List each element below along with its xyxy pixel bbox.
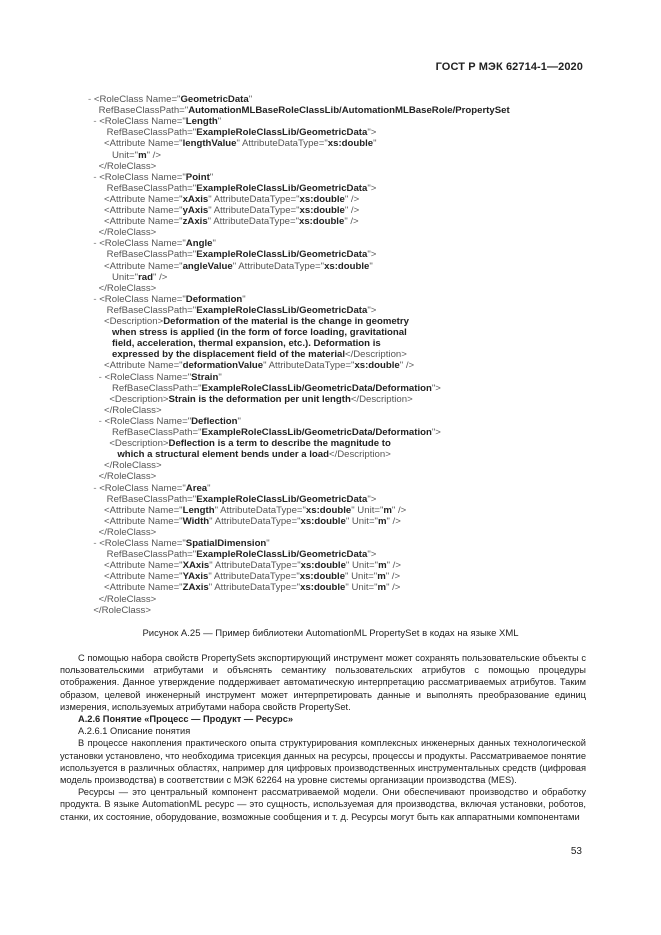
code-value: Width <box>182 515 210 527</box>
code-value: ExampleRoleClassLib/GeometricData <box>196 127 368 139</box>
code-markup: " <box>369 260 373 272</box>
code-markup: " /> <box>386 515 401 527</box>
code-line <box>88 383 441 394</box>
code-markup: Unit=" <box>88 271 139 283</box>
code-value: Deformation <box>185 293 243 305</box>
code-marker: - <box>88 116 100 128</box>
code-value: xAxis <box>182 193 209 205</box>
code-line <box>88 205 359 216</box>
code-line <box>88 216 359 227</box>
code-markup: RefBaseClassPath=" <box>88 304 197 316</box>
code-line <box>88 249 376 260</box>
code-markup: "> <box>367 249 377 261</box>
code-line <box>88 327 407 338</box>
code-line <box>88 183 376 194</box>
code-line <box>88 483 211 494</box>
code-line <box>88 305 376 316</box>
code-markup: " /> <box>386 582 401 594</box>
paragraph: С помощью набора свойств PropertySets экспортирующий инструмент может сохранять пользовательские объекты с пользовательскими атрибутами и объяснять семантику пользовательских атрибутов с помощью процедуры отображения. Данное утверждение поддерживает автоматическую интерпретацию рассматриваемых атрибутов. Таким образом, целевой инженерный инструмент может интерпретировать данные и выполнять преобразование единиц измерения, используемых атрибутами набора свойств PropertySet. <box>60 653 586 712</box>
code-value: ExampleRoleClassLib/GeometricData <box>196 249 368 261</box>
code-markup: <RoleClass Name=" <box>104 371 192 383</box>
code-line <box>88 127 376 138</box>
code-markup: <RoleClass Name=" <box>99 238 186 250</box>
code-value: Strain <box>191 371 219 383</box>
code-value: Deflection is a term to describe the magnitude to <box>168 438 391 450</box>
code-value: AutomationMLBaseRoleClassLib/AutomationMLBaseRole/PropertySet <box>188 105 510 117</box>
code-markup: <Attribute Name=" <box>88 205 183 216</box>
code-value: Length <box>185 116 218 128</box>
code-line <box>88 582 400 593</box>
code-markup: </RoleClass> <box>88 460 162 472</box>
code-markup: RefBaseClassPath=" <box>88 493 197 505</box>
code-value: m <box>378 560 387 572</box>
code-line <box>88 161 156 172</box>
code-value: xs:double <box>354 360 400 372</box>
code-markup: " Unit=" <box>345 582 378 594</box>
code-value: m <box>377 515 387 527</box>
code-marker: - <box>88 482 100 494</box>
code-value: GeometricData <box>180 94 249 105</box>
code-value: ExampleRoleClassLib/GeometricData <box>196 182 368 194</box>
code-markup: " AttributeDataType=" <box>208 582 301 594</box>
code-value: m <box>138 149 147 161</box>
code-markup: </RoleClass> <box>88 160 157 172</box>
code-markup: "> <box>367 549 377 561</box>
code-markup: "> <box>367 182 377 194</box>
code-value: xs:double <box>327 138 374 150</box>
code-markup: <Attribute Name=" <box>88 515 183 527</box>
code-markup: " Unit=" <box>345 560 379 572</box>
code-line <box>88 238 216 249</box>
code-value: xs:double <box>299 216 345 228</box>
code-markup: " <box>207 482 211 494</box>
code-markup: <RoleClass Name=" <box>99 116 186 128</box>
code-markup: </Description> <box>350 393 413 405</box>
code-markup: " /> <box>386 560 401 572</box>
code-value: xs:double <box>299 193 345 205</box>
code-markup: " AttributeDataType=" <box>208 571 300 583</box>
code-line <box>88 294 246 305</box>
code-markup: <Attribute Name=" <box>88 260 183 272</box>
code-markup: </RoleClass> <box>88 471 157 483</box>
code-value: SpatialDimension <box>185 538 267 549</box>
code-markup: " AttributeDataType=" <box>236 138 328 150</box>
code-line <box>88 105 510 116</box>
code-value: Length <box>182 504 215 516</box>
paragraph: Ресурсы — это центральный компонент рассматриваемой модели. Они обеспечивают производство и обработку продукта. В языке AutomationML ресурс — это сущность, используемая для производства, включая установки, роботов, станки, их состояние, оборудование, возможные сообщения и т. д. Ресурсы могут быть как аппаратными компонентами <box>60 787 586 822</box>
document-header: ГОСТ Р МЭК 62714-1—2020 <box>435 61 583 73</box>
code-markup: </RoleClass> <box>88 227 157 239</box>
code-markup: " /> <box>344 205 360 216</box>
code-line <box>88 261 373 272</box>
code-value: m <box>377 582 387 594</box>
code-value: lengthValue <box>182 138 237 150</box>
code-line <box>88 283 156 294</box>
code-markup: <RoleClass Name=" <box>99 293 186 305</box>
code-markup: " <box>217 116 222 128</box>
code-value: m <box>377 571 386 583</box>
code-markup: " AttributeDataType=" <box>214 504 306 516</box>
section-heading: А.2.6 Понятие «Процесс — Продукт — Ресурс» <box>78 714 294 725</box>
code-markup: " /> <box>344 193 360 205</box>
code-markup: <Attribute Name=" <box>88 360 183 372</box>
figure-caption: Рисунок А.25 — Пример библиотеки AutomationML PropertySet в кодах на языке XML <box>142 628 519 639</box>
code-line <box>88 372 222 383</box>
code-markup: " <box>373 138 377 150</box>
code-value: ExampleRoleClassLib/GeometricData <box>196 304 368 316</box>
code-markup: " /> <box>391 504 407 516</box>
code-line <box>88 549 376 560</box>
paragraph: В процессе накопления практического опыта структурирования комплексных инженерных данных технологической установки установлено, что необходима трисекция данных на ресурсы, процессы и продукты. Рассматриваемое понятие используется в различных областях, например для цифровых производственных инструментальных средств (цифровая модель производства) в соответствии с МЭК 62264 на уровне системы организации производства (MES). <box>60 738 586 786</box>
code-markup: " Unit=" <box>345 571 378 583</box>
code-value: deformationValue <box>182 360 264 372</box>
code-markup: " Unit=" <box>345 515 378 527</box>
code-value: xs:double <box>324 260 370 272</box>
code-markup: " <box>218 371 222 383</box>
code-markup: </RoleClass> <box>88 604 151 616</box>
code-markup: <Attribute Name=" <box>88 216 183 228</box>
code-value: field, acceleration, thermal expansion, etc.). Deformation is <box>88 338 381 350</box>
code-markup: <Description> <box>88 393 169 405</box>
code-markup: "> <box>367 304 377 316</box>
code-markup: " AttributeDataType=" <box>208 205 300 216</box>
paragraph: А.2.6.1 Описание понятия <box>78 726 191 737</box>
code-markup: " <box>212 238 216 250</box>
code-markup: " AttributeDataType=" <box>209 515 301 527</box>
code-line <box>88 138 377 149</box>
code-line <box>88 116 221 127</box>
code-line <box>88 594 156 605</box>
code-line <box>88 471 156 482</box>
code-value: ExampleRoleClassLib/GeometricData/Deformation <box>201 427 432 438</box>
code-markup: <Description> <box>88 316 164 327</box>
code-value: expressed by the displacement field of the material <box>88 349 345 361</box>
code-markup: " <box>242 293 246 305</box>
code-value: ZAxis <box>182 582 209 594</box>
code-markup: Unit=" <box>88 149 139 161</box>
code-markup: " /> <box>385 571 401 583</box>
code-marker: - <box>88 94 94 105</box>
code-line <box>88 538 270 549</box>
code-marker: - <box>88 293 100 305</box>
page-number: 53 <box>570 846 582 857</box>
code-value: xs:double <box>299 205 345 216</box>
code-line <box>88 527 156 538</box>
code-line <box>88 349 407 360</box>
code-markup: " AttributeDataType=" <box>208 193 300 205</box>
code-markup: " Unit=" <box>351 504 384 516</box>
code-markup: <Attribute Name=" <box>88 138 183 150</box>
code-value: xs:double <box>300 515 346 527</box>
code-line <box>88 272 167 283</box>
code-markup: "> <box>431 427 441 438</box>
code-line <box>88 449 391 460</box>
code-markup: " AttributeDataType=" <box>209 560 301 572</box>
code-line <box>88 405 162 416</box>
code-markup: </Description> <box>328 449 391 461</box>
code-value: XAxis <box>182 560 210 572</box>
code-markup: <RoleClass Name=" <box>104 415 192 427</box>
code-marker: - <box>88 415 105 427</box>
code-line <box>88 360 414 371</box>
code-markup: <RoleClass Name=" <box>99 171 186 183</box>
code-markup: " /> <box>146 149 161 161</box>
code-value: xs:double <box>299 571 346 583</box>
code-line <box>88 427 441 438</box>
code-line <box>88 227 156 238</box>
code-value: ExampleRoleClassLib/GeometricData <box>196 493 368 505</box>
code-line <box>88 416 241 427</box>
code-value: Point <box>185 171 210 183</box>
code-value: Deformation of the material is the change in geometry <box>163 316 409 327</box>
code-markup: " AttributeDataType=" <box>232 260 325 272</box>
code-line <box>88 172 213 183</box>
code-markup: <Attribute Name=" <box>88 504 183 516</box>
code-value: Strain is the deformation per unit length <box>168 393 351 405</box>
code-line <box>88 150 161 161</box>
code-markup: RefBaseClassPath=" <box>88 427 202 438</box>
code-markup: RefBaseClassPath=" <box>88 549 197 561</box>
code-markup: <Attribute Name=" <box>88 560 183 572</box>
code-value: angleValue <box>182 260 233 272</box>
code-markup: " <box>248 94 253 105</box>
code-line <box>88 316 409 327</box>
code-markup: <Attribute Name=" <box>88 582 183 594</box>
code-marker: - <box>88 371 105 383</box>
code-value: ExampleRoleClassLib/GeometricData/Deformation <box>201 382 432 394</box>
code-value: YAxis <box>182 571 209 583</box>
code-value: yAxis <box>182 205 209 216</box>
code-markup: </RoleClass> <box>88 526 157 538</box>
code-value: xs:double <box>305 504 352 516</box>
code-value: rad <box>138 271 153 283</box>
code-markup: </Description> <box>344 349 407 361</box>
code-markup: </RoleClass> <box>88 593 157 605</box>
code-line <box>88 571 400 582</box>
code-markup: <RoleClass Name=" <box>99 482 186 494</box>
code-markup: <RoleClass Name=" <box>99 538 186 549</box>
code-value: ExampleRoleClassLib/GeometricData <box>196 549 368 561</box>
code-value: Deflection <box>191 415 238 427</box>
code-markup: " <box>209 171 214 183</box>
code-marker: - <box>88 538 100 549</box>
code-markup: RefBaseClassPath=" <box>88 382 202 394</box>
code-markup: <Description> <box>88 438 169 450</box>
code-markup: </RoleClass> <box>88 404 162 416</box>
code-markup: <RoleClass Name=" <box>93 94 181 105</box>
code-markup: " AttributeDataType=" <box>207 216 299 228</box>
code-value: xs:double <box>300 582 346 594</box>
code-markup: <Attribute Name=" <box>88 193 183 205</box>
code-line <box>88 560 401 571</box>
code-markup: "> <box>367 127 377 139</box>
code-markup: " AttributeDataType=" <box>263 360 355 372</box>
code-line <box>88 394 413 405</box>
code-value: Angle <box>185 238 213 250</box>
code-line <box>88 194 359 205</box>
code-value: m <box>383 504 392 516</box>
code-markup: RefBaseClassPath=" <box>88 249 197 261</box>
code-value: Area <box>185 482 208 494</box>
code-markup: <Attribute Name=" <box>88 571 183 583</box>
code-line <box>88 438 391 449</box>
code-marker: - <box>88 238 100 250</box>
code-markup: " /> <box>153 271 168 283</box>
code-value: zAxis <box>182 216 208 228</box>
code-line <box>88 460 162 471</box>
body-text <box>60 652 586 823</box>
code-markup: RefBaseClassPath=" <box>88 105 189 117</box>
code-value: xs:double <box>300 560 346 572</box>
code-markup: " /> <box>344 216 359 228</box>
code-value: when stress is applied (in the form of force loading, gravitational <box>88 327 407 339</box>
code-value: which a structural element bends under a load <box>88 449 329 461</box>
code-line <box>88 516 401 527</box>
code-markup: " /> <box>399 360 415 372</box>
code-markup: " <box>237 415 241 427</box>
code-markup: RefBaseClassPath=" <box>88 127 197 139</box>
code-line <box>88 605 151 616</box>
code-line <box>88 494 376 505</box>
code-markup: " <box>266 538 270 549</box>
code-line <box>88 338 381 349</box>
code-markup: RefBaseClassPath=" <box>88 182 197 194</box>
code-markup: "> <box>431 382 441 394</box>
code-marker: - <box>88 171 100 183</box>
code-markup: "> <box>367 493 377 505</box>
code-line <box>88 505 406 516</box>
code-markup: </RoleClass> <box>88 282 157 294</box>
code-line <box>88 94 252 105</box>
